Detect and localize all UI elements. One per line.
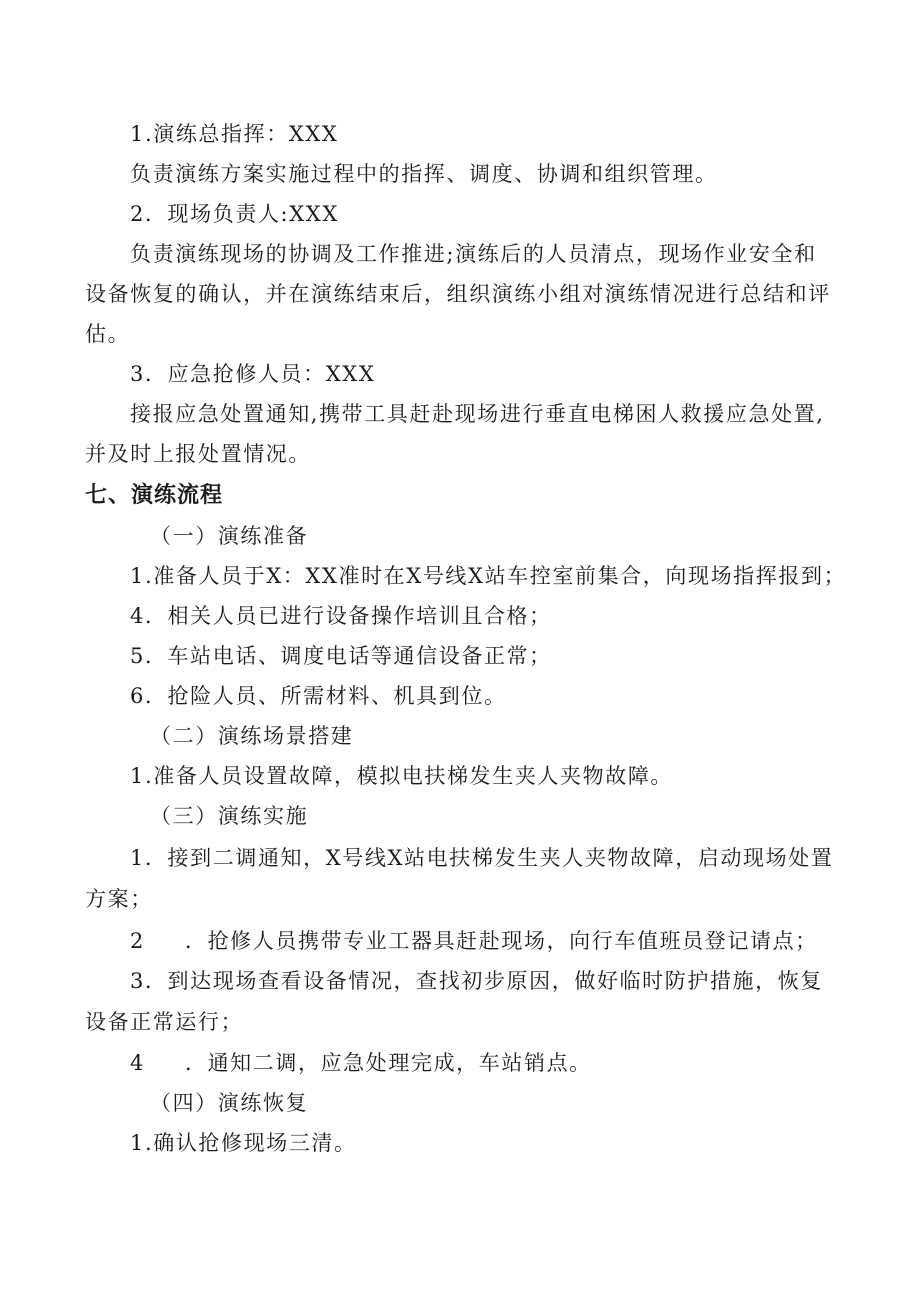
impl-item-4-text: ．通知二调，应急处理完成，车站销点。 — [184, 1051, 592, 1075]
role-1-title: 1.演练总指挥：XXX — [130, 122, 339, 146]
impl-title: （三）演练实施 — [150, 804, 309, 828]
recover-title: （四）演练恢复 — [150, 1091, 309, 1115]
section-7-heading: 七、演练流程 — [85, 483, 224, 508]
prep-item-6: 6．抢险人员、所需材料、机具到位。 — [130, 684, 507, 708]
recover-item-1: 1.确认抢修现场三清。 — [130, 1131, 357, 1155]
role-3-title: 3．应急抢修人员：XXX — [130, 362, 376, 386]
role-2-desc-line-1: 负责演练现场的协调及工作推进;演练后的人员清点，现场作业安全和 — [130, 242, 817, 266]
impl-item-1-line-1: 1．接到二调通知，X号线X站电扶梯发生夹人夹物故障，启动现场处置 — [130, 846, 834, 870]
impl-item-4-number: 4 — [130, 1051, 145, 1075]
scene-item-1: 1.准备人员设置故障，模拟电扶梯发生夹人夹物故障。 — [130, 764, 674, 788]
impl-item-4 — [130, 1048, 592, 1078]
impl-item-2 — [130, 926, 818, 956]
impl-item-3-line-1: 3．到达现场查看设备情况，查找初步原因，做好临时防护措施，恢复 — [130, 969, 823, 993]
impl-item-3-line-2: 设备正常运行； — [85, 1010, 244, 1034]
prep-item-5: 5．车站电话、调度电话等通信设备正常； — [130, 644, 552, 668]
prep-item-1: 1.准备人员于X：XX准时在X号线X站车控室前集合，向现场指挥报到； — [130, 564, 847, 588]
role-2-title: 2．现场负责人:XXX — [130, 202, 339, 226]
scene-title: （二）演练场景搭建 — [150, 724, 354, 748]
prep-title: （一）演练准备 — [150, 524, 309, 548]
prep-item-4: 4．相关人员已进行设备操作培训且合格； — [130, 604, 552, 628]
role-3-desc-line-1: 接报应急处置通知,携带工具赶赴现场进行垂直电梯困人救援应急处置, — [130, 402, 825, 426]
impl-item-1-line-2: 方案； — [85, 887, 153, 911]
impl-item-2-text: ．抢修人员携带专业工器具赶赴现场，向行车值班员登记请点； — [184, 929, 818, 953]
role-1-desc-line-1: 负责演练方案实施过程中的指挥、调度、协调和组织管理。 — [130, 162, 718, 186]
role-3-desc-line-2: 并及时上报处置情况。 — [85, 442, 311, 466]
impl-item-2-number: 2 — [130, 929, 145, 953]
role-2-desc-line-2: 设备恢复的确认，并在演练结束后，组织演练小组对演练情况进行总结和评 — [85, 282, 831, 306]
role-2-desc-line-3: 估。 — [85, 322, 131, 346]
